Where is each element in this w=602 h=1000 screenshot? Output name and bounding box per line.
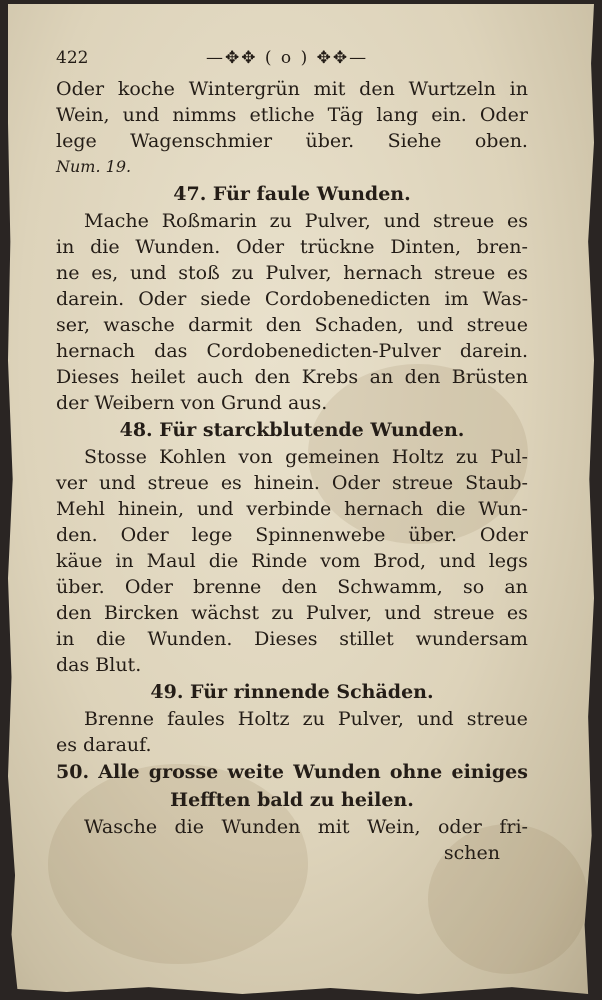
text-line: das Blut. xyxy=(56,654,142,676)
text-line: Mehl hinein, und verbinde hernach die Wun- xyxy=(56,498,528,520)
section-48 xyxy=(56,416,528,678)
text-line: Mache Roßmarin zu Pulver, und streue es xyxy=(84,210,528,232)
text-line: es darauf. xyxy=(56,734,152,756)
text-line: der Weibern von Grund aus. xyxy=(56,392,328,414)
text-line: über. Oder brenne den Schwamm, so an xyxy=(56,576,528,598)
text-line: lege Wagenschmier über. Siehe oben. xyxy=(56,130,528,152)
text-line: Oder koche Wintergrün mit den Wurtzeln in xyxy=(56,78,528,100)
text-line: ver und streue es hinein. Oder streue Staub- xyxy=(56,472,528,494)
section-heading: 47. Für faule Wunden. xyxy=(173,183,411,205)
text-line: Wein, und nimms etliche Täg lang ein. Oder xyxy=(56,104,528,126)
page-text xyxy=(56,48,528,866)
section-50 xyxy=(56,758,528,840)
section-49 xyxy=(56,678,528,758)
header-ornament: —✥✥ ( o ) ✥✥— xyxy=(206,48,369,68)
text-line: Stosse Kohlen von gemeinen Holtz zu Pul- xyxy=(84,446,528,468)
text-line: hernach das Cordobenedicten-Pulver darein. xyxy=(56,340,528,362)
text-line: in die Wunden. Oder trückne Dinten, bren- xyxy=(56,236,528,258)
text-line: Brenne faules Holtz zu Pulver, und streue xyxy=(84,708,528,730)
intro-paragraph xyxy=(56,76,528,180)
section-47 xyxy=(56,180,528,416)
reference-note: Num. 19. xyxy=(56,157,132,176)
text-line: den Bircken wächst zu Pulver, und streue es xyxy=(56,602,528,624)
section-heading: 49. Für rinnende Schäden. xyxy=(150,681,434,703)
text-line: ser, wasche darmit den Schaden, und streue xyxy=(56,314,528,336)
text-line: Wasche die Wunden mit Wein, oder fri- xyxy=(84,816,528,838)
text-line: in die Wunden. Dieses stillet wundersam xyxy=(56,628,528,650)
text-line: ne es, und stoß zu Pulver, hernach streue es xyxy=(56,262,528,284)
catchword: schen xyxy=(443,842,500,864)
running-header xyxy=(56,48,528,74)
text-line: käue in Maul die Rinde vom Brod, und legs xyxy=(56,550,528,572)
section-heading: 48. Für starckblutende Wunden. xyxy=(119,419,465,441)
text-line: darein. Oder siede Cordobenedicten im Was- xyxy=(56,288,528,310)
text-line: Dieses heilet auch den Krebs an den Brüsten xyxy=(56,366,528,388)
section-heading-continued: Hefften bald zu heilen. xyxy=(170,789,414,811)
page-number: 422 xyxy=(56,48,89,68)
section-heading: 50. Alle grosse weite Wunden ohne einiges xyxy=(56,761,528,783)
text-line: den. Oder lege Spinnenwebe über. Oder xyxy=(56,524,528,546)
